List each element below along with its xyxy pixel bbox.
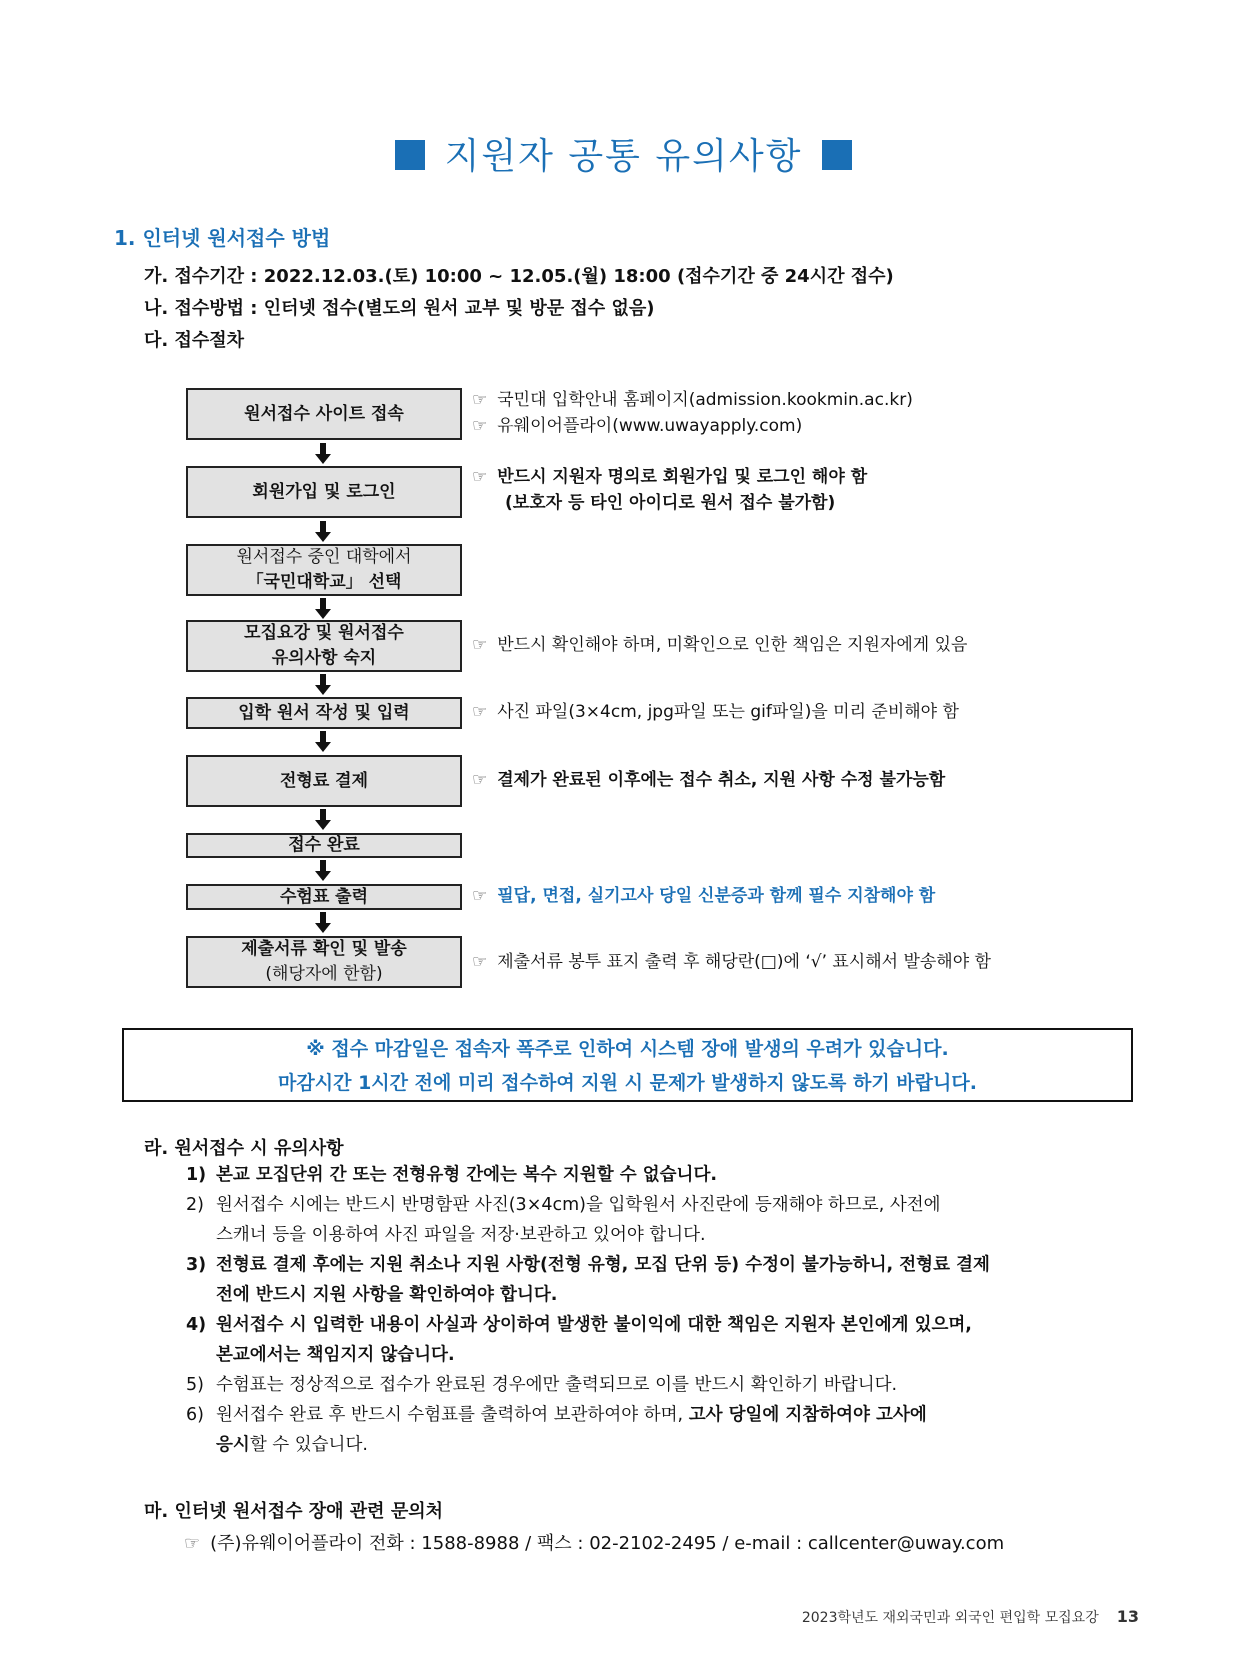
page-title: [0, 128, 1247, 179]
step-payment: [186, 755, 462, 807]
item-number: 6): [186, 1405, 204, 1425]
step-site-access: [186, 388, 462, 440]
method-line: 나. 접수방법 : 인터넷 접수(별도의 원서 교부 및 방문 접수 없음): [144, 298, 655, 319]
item-number: 5): [186, 1375, 204, 1395]
page-footer: [802, 1607, 1139, 1627]
step-label: 접수 완료: [288, 835, 360, 855]
item-text: 원서접수 시에는 반드시 반명함판 사진(3×4cm)을 입학원서 사진란에 등재해야 하므로, 사전에: [216, 1195, 941, 1215]
step-fill-application: [186, 697, 462, 729]
warning-line: 마감시간 1시간 전에 미리 접수하여 지원 시 문제가 발생하지 않도록 하기 바랍니다.: [278, 1072, 977, 1094]
down-arrow-icon: [315, 521, 331, 543]
step-label: (해당자에 한함): [265, 964, 383, 984]
pointing-hand-icon: ☞: [472, 416, 488, 436]
warning-line: ※ 접수 마감일은 접속자 폭주로 인하여 시스템 장애 발생의 우려가 있습니다.: [306, 1038, 949, 1060]
item-number: 1): [186, 1165, 207, 1185]
caution-item: [186, 1370, 1146, 1400]
item-text: 할 수 있습니다.: [249, 1435, 368, 1455]
step-label: 모집요강 및 원서접수: [244, 623, 404, 643]
page-title-text: 지원자 공통 유의사항: [444, 136, 803, 177]
note-text: 필답, 면접, 실기고사 당일 신분증과 함께 필수 지참해야 함: [497, 886, 936, 906]
item-number: 3): [186, 1255, 207, 1275]
step-label: 제출서류 확인 및 발송: [241, 939, 407, 959]
caution-item: [186, 1250, 1146, 1310]
step-label: 수험표 출력: [279, 886, 369, 907]
note-site: [472, 387, 913, 439]
item-text: 수험표는 정상적으로 접수가 완료된 경우에만 출력되므로 이를 반드시 확인하기 바랍니다.: [216, 1375, 898, 1395]
caution-item: [186, 1160, 1146, 1190]
step-label: 원서접수 중인 대학에서: [236, 547, 412, 567]
down-arrow-icon: [315, 809, 331, 831]
step-print-ticket: [186, 884, 462, 910]
item-text: 본교 모집단위 간 또는 전형유형 간에는 복수 지원할 수 없습니다.: [216, 1165, 718, 1185]
pointing-hand-icon: ☞: [472, 390, 488, 410]
note-documents: [472, 949, 991, 975]
note-payment: [472, 767, 945, 793]
pointing-hand-icon: ☞: [472, 886, 488, 906]
step-label: 입학 원서 작성 및 입력: [238, 702, 410, 723]
caution-item: [186, 1310, 1146, 1370]
step-select-university: [186, 544, 462, 596]
pointing-hand-icon: ☞: [472, 952, 488, 972]
pointing-hand-icon: ☞: [472, 467, 488, 487]
note-text: 결제가 완료된 이후에는 접수 취소, 지원 사항 수정 불가능함: [497, 770, 946, 790]
caution-item: [186, 1190, 1146, 1250]
item-text: 전형료 결제 후에는 지원 취소나 지원 사항(전형 유형, 모집 단위 등) 수정이 불가능하니, 전형료 결제: [216, 1255, 990, 1275]
item-text: 원서접수 완료 후 반드시 수험표를 출력하여 보관하여야 하며,: [216, 1405, 689, 1425]
caution-item: [186, 1400, 1146, 1460]
pointing-hand-icon: ☞: [184, 1533, 201, 1554]
note-text: 반드시 지원자 명의로 회원가입 및 로그인 해야 함: [497, 467, 868, 487]
note-text: (보호자 등 타인 아이디로 원서 접수 불가함): [505, 493, 836, 513]
note-text: 제출서류 봉투 표지 출력 후 해당란(□)에 ‘√’ 표시해서 발송해야 함: [497, 952, 991, 972]
footer-text: 2023학년도 재외국민과 외국인 편입학 모집요강: [801, 1610, 1099, 1626]
note-ticket: [472, 883, 935, 909]
section-heading: 마. 인터넷 원서접수 장애 관련 문의처: [144, 1501, 443, 1522]
square-icon: [395, 140, 425, 170]
down-arrow-icon: [315, 860, 331, 882]
step-label: 「국민대학교」 선택: [246, 572, 402, 592]
step-complete: [186, 833, 462, 858]
step-label: 원서접수 사이트 접속: [244, 403, 404, 424]
note-login: [472, 464, 867, 516]
step-label: 유의사항 숙지: [271, 648, 377, 668]
pointing-hand-icon: ☞: [472, 770, 488, 790]
down-arrow-icon: [315, 731, 331, 753]
procedure-line: 다. 접수절차: [144, 330, 245, 351]
square-icon: [822, 140, 852, 170]
section-heading: 1. 인터넷 원서접수 방법: [114, 226, 331, 250]
item-text: 전에 반드시 지원 사항을 확인하여야 합니다.: [216, 1285, 558, 1305]
note-text: 사진 파일(3×4cm, jpg파일 또는 gif파일)을 미리 준비해야 함: [497, 702, 959, 722]
item-text: 본교에서는 책임지지 않습니다.: [216, 1345, 455, 1365]
pointing-hand-icon: ☞: [472, 635, 488, 655]
section-heading: 라. 원서접수 시 유의사항: [144, 1138, 344, 1159]
note-text: 반드시 확인해야 하며, 미확인으로 인한 책임은 지원자에게 있음: [497, 635, 968, 655]
note-photo: [472, 699, 959, 725]
pointing-hand-icon: ☞: [472, 702, 488, 722]
step-label: 전형료 결제: [279, 770, 369, 791]
note-text: 유웨이어플라이(www.uwayapply.com): [497, 416, 803, 436]
item-text-bold: 응시: [216, 1435, 250, 1455]
period-line: 가. 접수기간 : 2022.12.03.(토) 10:00 ~ 12.05.(월) 18:00 (접수기간 중 24시간 접수): [144, 266, 894, 287]
contact-line: [184, 1529, 1004, 1555]
step-label: 회원가입 및 로그인: [252, 481, 396, 502]
note-text: 국민대 입학안내 홈페이지(admission.kookmin.ac.kr): [497, 390, 913, 410]
page-number: 13: [1116, 1607, 1139, 1626]
down-arrow-icon: [315, 912, 331, 934]
deadline-warning-box: [122, 1028, 1133, 1102]
step-read-guidelines: [186, 620, 462, 672]
step-submit-documents: [186, 936, 462, 988]
down-arrow-icon: [315, 674, 331, 696]
item-number: 4): [186, 1315, 207, 1335]
contact-text: (주)유웨이어플라이 전화 : 1588-8988 / 팩스 : 02-2102-2495 / e-mail : callcenter@uway.com: [210, 1533, 1005, 1554]
down-arrow-icon: [315, 443, 331, 465]
item-text: 원서접수 시 입력한 내용이 사실과 상이하여 발생한 불이익에 대한 책임은 지원자 본인에게 있으며,: [216, 1315, 972, 1335]
item-text-bold: 고사 당일에 지참하여야 고사에: [688, 1405, 927, 1425]
step-signup-login: [186, 466, 462, 518]
note-guidelines: [472, 632, 967, 658]
down-arrow-icon: [315, 598, 331, 620]
item-text: 스캐너 등을 이용하여 사진 파일을 저장·보관하고 있어야 합니다.: [216, 1225, 706, 1245]
item-number: 2): [186, 1195, 204, 1215]
